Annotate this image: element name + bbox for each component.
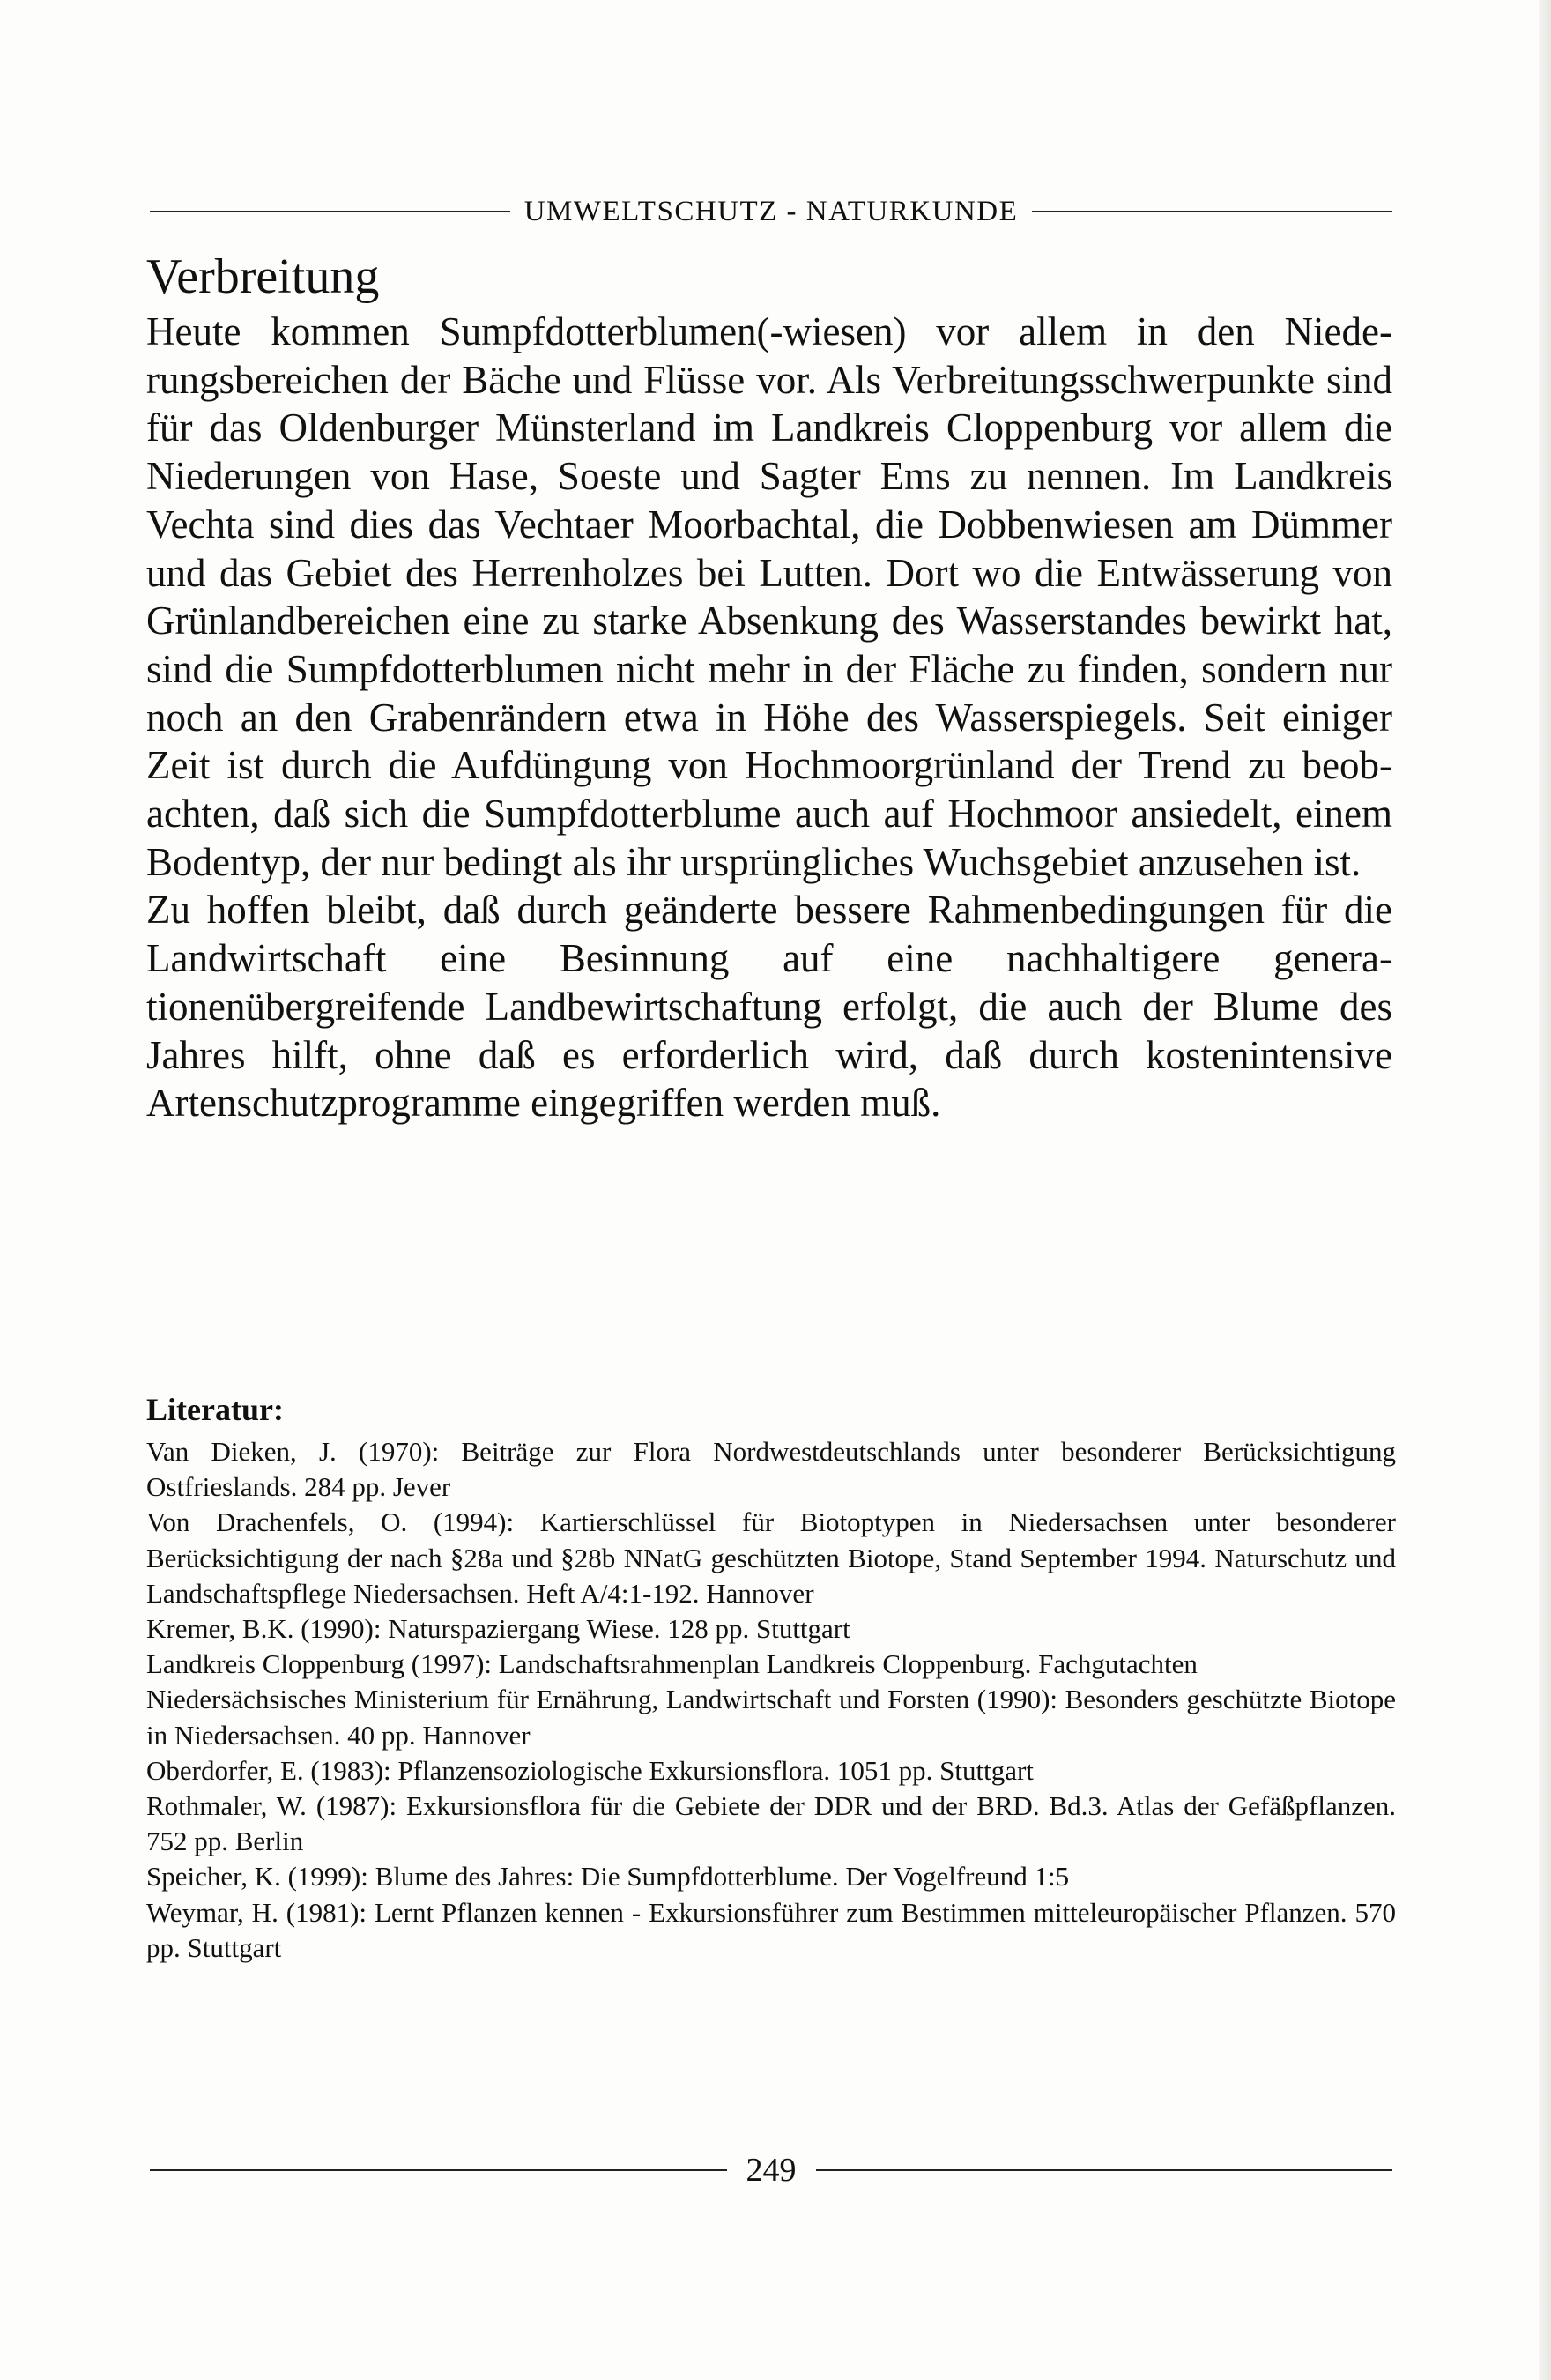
reference-entry: Landkreis Cloppenburg (1997): Landschaftsrahmenplan Landkreis Cloppenburg. Fachgutachten: [146, 1648, 1198, 1680]
body-paragraph: Zu hoffen bleibt, daß durch geänderte bessere Rahmenbedingungen für die Landwirtschaft eine Besinnung auf eine nachhaltigere generationenübergreifende Landbewirtschaftung erfolgt, die auch der Blume des Jahres hilft, ohne daß es erforderlich wird, daß durch kostenintensive Artenschutzprogramme eingegriffen werden muß.: [146, 888, 1392, 1126]
section-heading: Verbreitung: [146, 249, 380, 304]
page-footer: [150, 2151, 1392, 2190]
footer-rule-right: [816, 2169, 1393, 2171]
footer-rule-left: [150, 2169, 727, 2171]
section-body: [146, 308, 1392, 1127]
reference-entry: Oberdorfer, E. (1983): Pflanzensoziologische Exkursionsflora. 1051 pp. Stuttgart: [146, 1754, 1034, 1786]
reference-entry: Von Drachenfels, O. (1994): Kartierschlüssel für Biotoptypen in Niedersachsen unter besonderer Berücksichtigung der nach §28a und §28b NNatG geschützten Biotope, Stand September 1994. Naturschutz und Landschaftspflege Niedersachsen. Heft A/4:1-192. Hannover: [146, 1506, 1396, 1609]
reference-entry: Speicher, K. (1999): Blume des Jahres: Die Sumpfdotterblume. Der Vogelfreund 1:5: [146, 1861, 1070, 1893]
page-number: 249: [746, 2152, 797, 2189]
reference-list: [146, 1434, 1396, 1966]
reference-entry: Weymar, H. (1981): Lernt Pflanzen kennen - Exkursionsführer zum Bestimmen mitteleuropäischer Pflanzen. 570 pp. Stuttgart: [146, 1896, 1396, 1963]
literature-heading: Literatur:: [146, 1392, 284, 1427]
header-rule-right: [1032, 211, 1392, 212]
body-paragraph: Heute kommen Sumpfdotterblumen(-wiesen) vor allem in den Niederungsbereichen der Bäche und Flüsse vor. Als Verbreitungsschwerpunkte sind für das Oldenburger Münsterland im Landkreis Cloppenburg vor allem die Niederungen von Hase, Soeste und Sagter Ems zu nennen. Im Landkreis Vechta sind dies das Vechtaer Moorbachtal, die Dobbenwiesen am Dümmer und das Gebiet des Herrenholzes bei Lutten. Dort wo die Entwässerung von Grünlandbereichen eine zu starke Absenkung des Wasserstandes bewirkt hat, sind die Sumpfdotterblumen nicht mehr in der Fläche zu finden, sondern nur noch an den Grabenrändern etwa in Höhe des Wasserspiegels. Seit einiger Zeit ist durch die Aufdüngung von Hochmoorgrünland der Trend zu beobachten, daß sich die Sumpfdotterblume auch auf Hochmoor ansiedelt, einem Bodentyp, der nur bedingt als ihr ursprüngliches Wuchsgebiet anzusehen ist.: [146, 309, 1392, 884]
reference-entry: Kremer, B.K. (1990): Naturspaziergang Wiese. 128 pp. Stuttgart: [146, 1613, 850, 1645]
reference-entry: Niedersächsisches Ministerium für Ernährung, Landwirtschaft und Forsten (1990): Besonders geschützte Biotope in Niedersachsen. 40 pp. Hannover: [146, 1684, 1396, 1751]
reference-entry: Van Dieken, J. (1970): Beiträge zur Flora Nordwestdeutschlands unter besonderer Berücksichtigung Ostfrieslands. 284 pp. Jever: [146, 1436, 1396, 1503]
running-header: [150, 194, 1392, 229]
running-header-title: UMWELTSCHUTZ - NATURKUNDE: [523, 196, 1019, 227]
scan-edge: [1539, 0, 1551, 2380]
header-rule-left: [150, 211, 510, 212]
reference-entry: Rothmaler, W. (1987): Exkursionsflora für die Gebiete der DDR und der BRD. Bd.3. Atlas der Gefäßpflanzen. 752 pp. Berlin: [146, 1790, 1396, 1857]
